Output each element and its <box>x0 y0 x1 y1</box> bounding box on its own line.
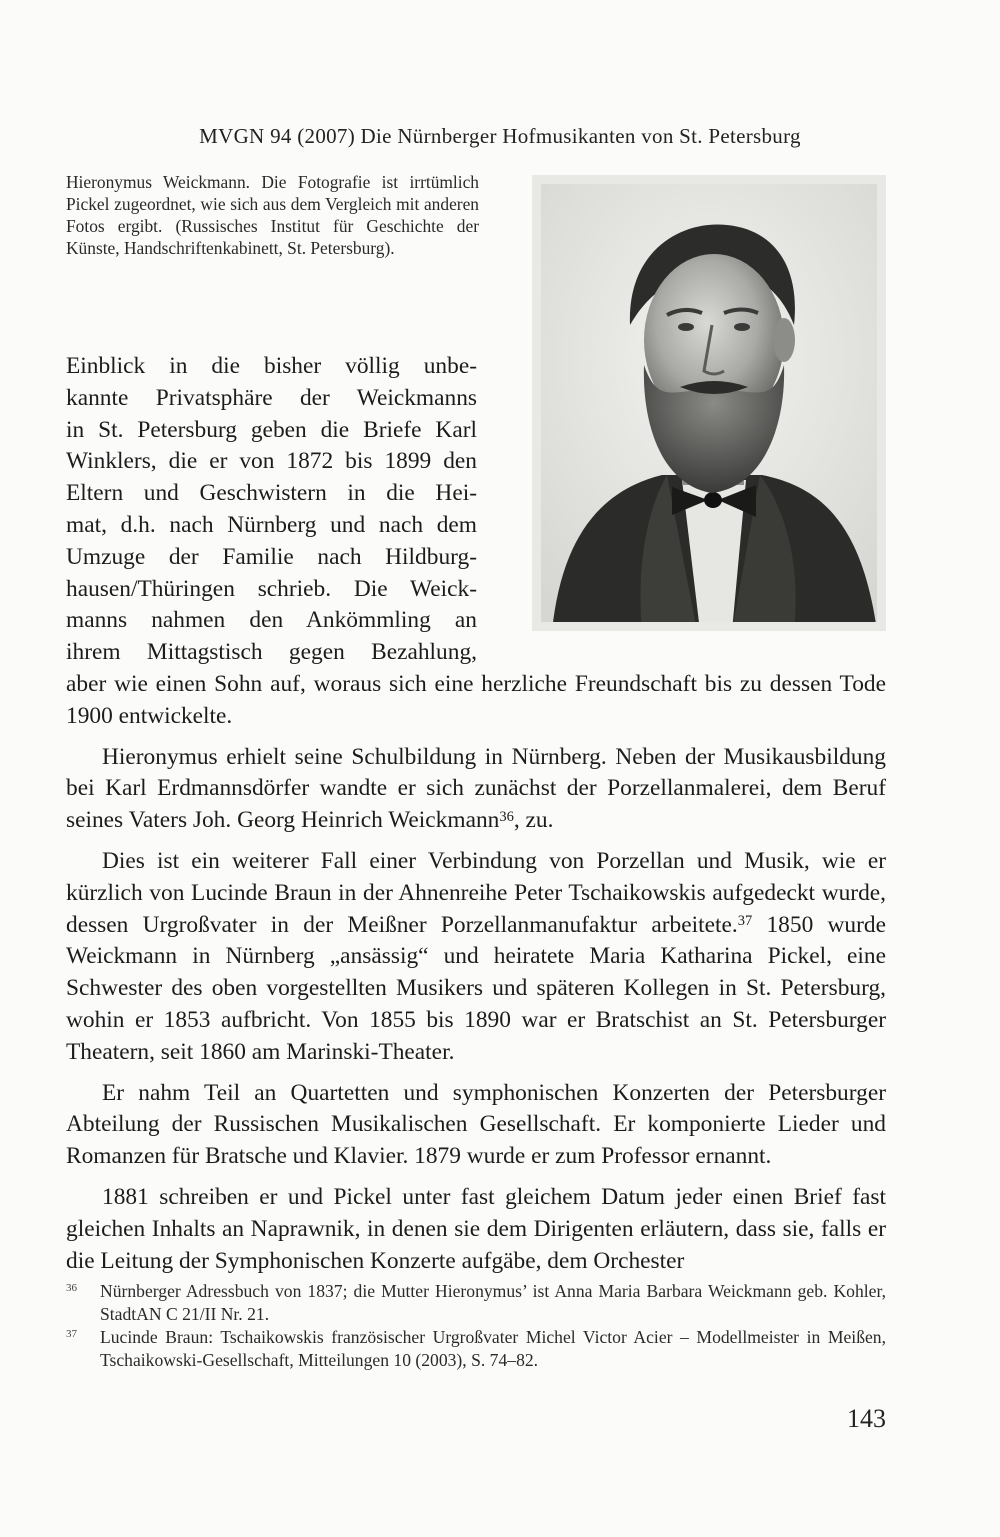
footnote-ref: 36 <box>499 808 514 825</box>
footnote-number: 37 <box>66 1328 77 1341</box>
body-text <box>66 669 886 1286</box>
portrait-photo <box>532 175 886 631</box>
column-line: Eltern und Geschwistern in die Hei- <box>66 480 477 507</box>
paragraph: aber wie einen Sohn auf, woraus sich eine herzliche Freundschaft bis zu dessen Tode 1900 entwickelte. <box>66 671 886 729</box>
column-line: ihrem Mittagstisch gegen Bezahlung, <box>66 639 477 666</box>
column-line: hausen/Thüringen schrieb. Die Weick- <box>66 575 477 602</box>
column-line: kannte Privatsphäre der Weickmanns <box>66 384 477 411</box>
portrait-illustration <box>532 175 886 631</box>
footnotes <box>66 1280 886 1372</box>
paragraph: Er nahm Teil an Quartetten und symphonischen Konzerten der Petersburger Abteilung der Russischen Musikalischen Gesellschaft. Er komponierte Lieder und Romanzen für Bratsche und Klavier. 1879 wurde er zum Professor ernannt. <box>66 1079 886 1170</box>
column-line: in St. Petersburg geben die Briefe Karl <box>66 416 477 443</box>
footnote-text: Lucinde Braun: Tschaikowskis französischer Urgroßvater Michel Victor Acier – Modellmeister in Meißen, Tschaikowski-Gesellschaft, Mitteilungen 10 (2003), S. 74–82. <box>100 1327 886 1370</box>
column-text-beside-photo <box>66 351 477 669</box>
paragraph-text: Hieronymus erhielt seine Schulbildung in Nürnberg. Neben der Musikausbildung bei Karl Erdmannsdörfer wandte er sich zunächst der Porzellanmalerei, dem Beruf seines Vaters Joh. Georg Heinrich Weickmann <box>66 743 886 834</box>
page-number: 143 <box>847 1404 886 1433</box>
column-line: mat, d.h. nach Nürnberg und nach dem <box>66 511 477 538</box>
column-line: manns nahmen den Ankömmling an <box>66 607 477 634</box>
figure-caption: Hieronymus Weickmann. Die Fotografie ist irrtümlich Pickel zugeordnet, wie sich aus dem Vergleich mit anderen Fotos ergibt. (Russisches Institut für Geschichte der Künste, Handschriftenkabinett, St. Petersburg). <box>66 172 479 258</box>
column-line: Umzuge der Familie nach Hildburg- <box>66 543 477 570</box>
footnote-text: Nürnberger Adressbuch von 1837; die Mutter Hieronymus’ ist Anna Maria Barbara Weickmann geb. Kohler, StadtAN C 21/II Nr. 21. <box>100 1281 886 1324</box>
paragraph-text: , zu. <box>513 807 554 834</box>
paragraph <box>66 742 886 837</box>
paragraph-text: 1850 wurde Weickmann in Nürnberg „ansässig“ und heiratete Maria Katharina Pickel, eine Schwester des oben vorgestellten Musikers und späteren Kollegen in St. Petersburg, wohin er 1853 aufbricht. Von 1855 bis 1890 war er Bratschist an St. Petersburger Theatern, seit 1860 am Marinski-Theater. <box>66 911 886 1065</box>
paragraph-text: Dies ist ein weiterer Fall einer Verbindung von Porzellan und Musik, wie er kürzlich von Lucinde Braun in der Ahnenreihe Peter Tschaikowskis aufgedeckt wurde, dessen Urgroßvater in der Meißner Porzellanmanufaktur arbeitete. <box>66 847 886 938</box>
column-line: Einblick in die bisher völlig unbe- <box>66 353 477 379</box>
footnote <box>66 1280 886 1325</box>
paragraph: 1881 schreiben er und Pickel unter fast gleichem Datum jeder einen Brief fast gleichen Inhalts an Naprawnik, in denen sie dem Dirigenten erläutern, dass sie, falls er die Leitung der Symphonischen Konzerte aufgäbe, dem Orchester <box>66 1183 886 1274</box>
running-head: MVGN 94 (2007) Die Nürnberger Hofmusikanten von St. Petersburg <box>199 124 801 148</box>
paragraph <box>66 846 886 1069</box>
footnote-number: 36 <box>66 1282 77 1294</box>
footnote-ref: 37 <box>737 913 753 930</box>
footnote <box>66 1326 886 1371</box>
column-line: Winklers, die er von 1872 bis 1899 den <box>66 448 477 475</box>
